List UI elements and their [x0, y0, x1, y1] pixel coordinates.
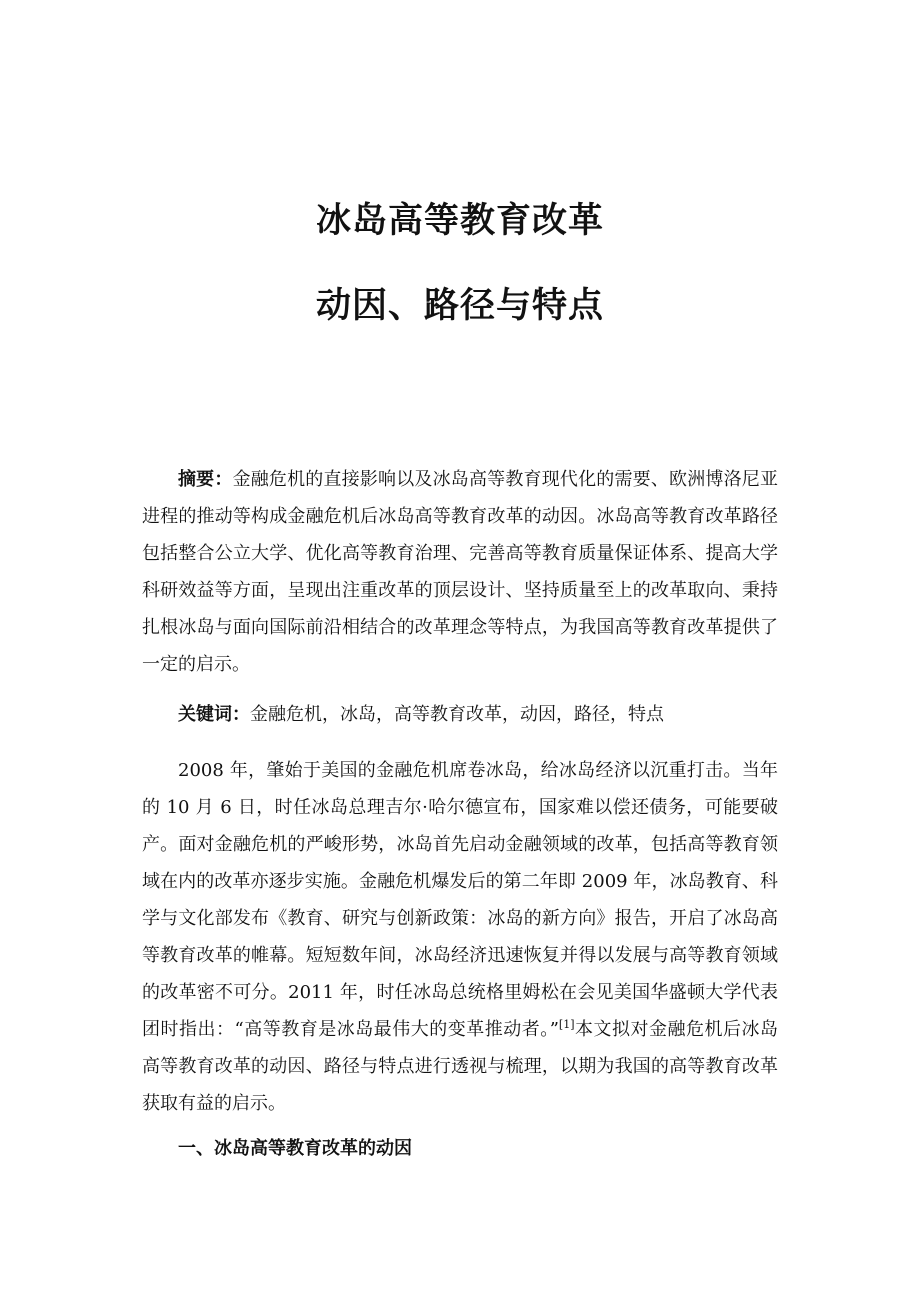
abstract-label: 摘要： — [178, 469, 233, 490]
keywords-label: 关键词： — [178, 704, 250, 725]
section-heading: 一、冰岛高等教育改革的动因 — [178, 1138, 412, 1159]
intro-text-part-1: 2008 年，肇始于美国的金融危机席卷冰岛，给冰岛经济以沉重打击。当年的 10 月 6 日，时任冰岛总理吉尔·哈尔德宣布，国家难以偿还债务，可能要破产。面对金融危机的严峻形势，冰岛首先启动金融领域的改革，包括高等教育领域在内的改革亦逐步实施。金融危机爆发后的第二年即 2009 年，冰岛教育、科学与文化部发布《教育、研究与创新政策：冰岛的新方向》报告，开启了冰岛高等教育改革的帷幕。短短数年间，冰岛经济迅速恢复并得以发展与高等教育领域的改革密不可分。2011 年，时任冰岛总统格里姆松在会见美国华盛顿大学代表团时指出：“高等教育是冰岛最伟大的变革推动者。” — [142, 760, 778, 1040]
abstract-text: 金融危机的直接影响以及冰岛高等教育现代化的需要、欧洲博洛尼亚进程的推动等构成金融危机后冰岛高等教育改革的动因。冰岛高等教育改革路径包括整合公立大学、优化高等教育治理、完善高等教育质量保证体系、提高大学科研效益等方面，呈现出注重改革的顶层设计、坚持质量至上的改革取向、秉持扎根冰岛与面向国际前沿相结合的改革理念等特点，为我国高等教育改革提供了一定的启示。 — [142, 469, 778, 675]
citation-ref: [1] — [558, 1018, 575, 1031]
keywords-paragraph — [142, 696, 778, 733]
keywords-text: 金融危机，冰岛，高等教育改革，动因，路径，特点 — [250, 704, 664, 725]
title-line-2: 动因、路径与特点 — [315, 286, 604, 326]
abstract-paragraph — [142, 461, 778, 683]
title-line-1: 冰岛高等教育改革 — [315, 201, 604, 241]
intro-text-part-2: 本文拟对金融危机后冰岛高等教育改革的动因、路径与特点进行透视与梳理，以期为我国的高等教育改革获取有益的启示。 — [142, 1019, 778, 1114]
intro-paragraph — [142, 752, 778, 1122]
